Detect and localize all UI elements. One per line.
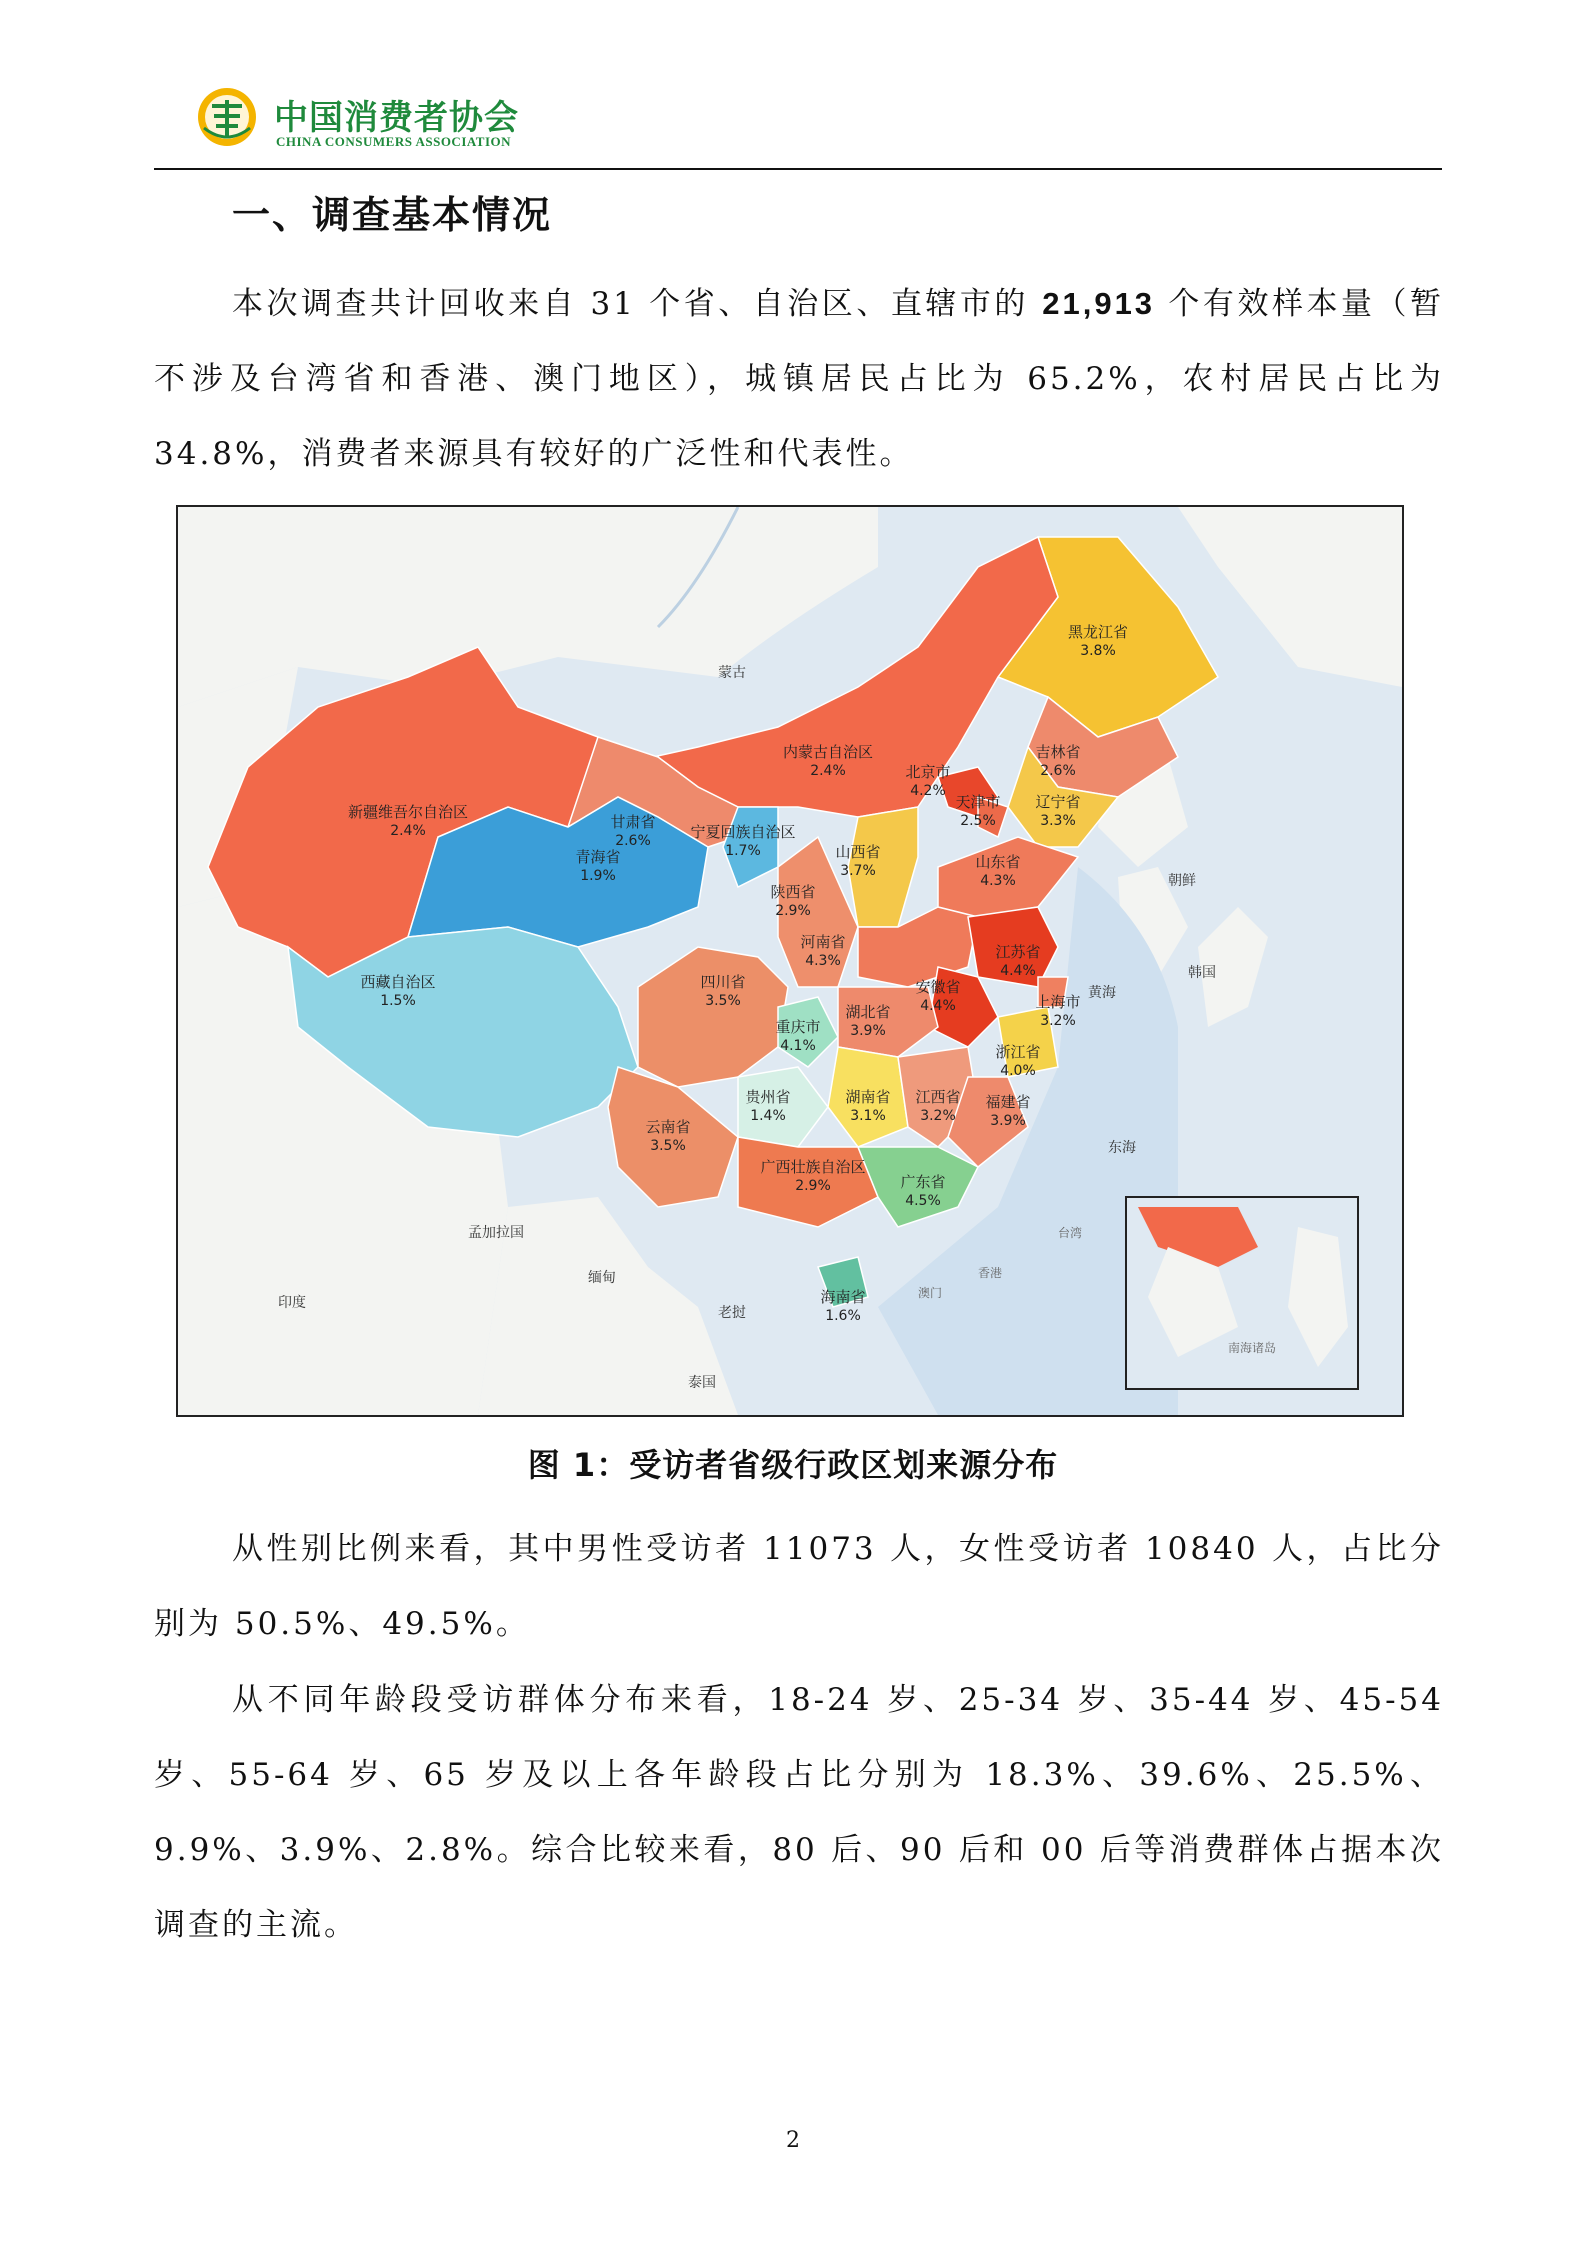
p1-after: 个有效样本量（暂不涉及台湾省和香港、澳门地区），城镇居民占比为 65.2%，农村居民占比为 34.8%，消费者来源具有较好的广泛性和代表性。 xyxy=(154,286,1444,472)
p3-text: 从不同年龄段受访群体分布来看，18-24 岁、25-34 岁、35-44 岁、45-54 岁、55-64 岁、65 岁及以上各年龄段占比分别为 18.3%、39.6%、25.5%、9.9%、3.9%、2.8%。综合比较来看，80 后、90 后和 00 后等消费群体占据本次调查的主流。 xyxy=(154,1682,1444,1943)
cca-logo-icon xyxy=(196,86,258,148)
label-thailand: 泰国 xyxy=(688,1375,716,1391)
province-value-label: 2.6% xyxy=(615,833,651,849)
province-value-label: 1.9% xyxy=(580,868,616,884)
p1-before: 本次调查共计回收来自 31 个省、自治区、直辖市的 xyxy=(232,286,1043,322)
province-name-label: 山东省 xyxy=(975,853,1021,871)
province-value-label: 3.7% xyxy=(840,863,876,879)
label-mongolia: 蒙古 xyxy=(718,665,746,681)
province-name-label: 重庆市 xyxy=(775,1018,821,1036)
province-name-label: 宁夏回族自治区 xyxy=(690,823,796,841)
p2-text: 从性别比例来看，其中男性受访者 11073 人，女性受访者 10840 人，占比分别为 50.5%、49.5%。 xyxy=(154,1531,1444,1642)
province-value-label: 1.7% xyxy=(725,843,761,859)
province-value-label: 3.2% xyxy=(1040,1013,1076,1029)
org-name-en: CHINA CONSUMERS ASSOCIATION xyxy=(276,134,512,149)
province-name-label: 广东省 xyxy=(900,1173,946,1191)
province-value-label: 3.9% xyxy=(990,1113,1026,1129)
province-value-label: 4.3% xyxy=(805,953,841,969)
paragraph-survey-overview xyxy=(154,266,1444,492)
label-laos: 老挝 xyxy=(718,1305,746,1321)
province-name-label: 浙江省 xyxy=(995,1043,1041,1061)
province-value-label: 2.9% xyxy=(795,1178,831,1194)
province-value-label: 2.4% xyxy=(390,823,426,839)
province-value-label: 4.4% xyxy=(920,998,956,1014)
province-name-label: 陕西省 xyxy=(770,883,816,901)
province-name-label: 广西壮族自治区 xyxy=(760,1158,866,1176)
label-india: 印度 xyxy=(278,1295,306,1311)
map-svg xyxy=(178,507,1402,1415)
province-value-label: 1.4% xyxy=(750,1108,786,1124)
province-value-label: 3.5% xyxy=(650,1138,686,1154)
label-yellow-sea: 黄海 xyxy=(1088,985,1116,1001)
document-header xyxy=(196,84,596,156)
org-name-cn: 中国消费者协会 xyxy=(274,98,519,138)
south-sea-inset xyxy=(1126,1197,1358,1389)
province-value-label: 2.5% xyxy=(960,813,996,829)
province-value-label: 4.3% xyxy=(980,873,1016,889)
section-title: 一、调查基本情况 xyxy=(232,193,553,237)
province-name-label: 上海市 xyxy=(1035,993,1081,1011)
province-value-label: 3.3% xyxy=(1040,813,1076,829)
label-east-sea: 东海 xyxy=(1108,1140,1136,1156)
label-macau: 澳门 xyxy=(918,1286,943,1300)
province-value-label: 2.9% xyxy=(775,903,811,919)
province-value-label: 4.1% xyxy=(780,1038,816,1054)
province-name-label: 新疆维吾尔自治区 xyxy=(347,803,469,821)
figure-caption: 图 1：受访者省级行政区划来源分布 xyxy=(527,1446,1059,1484)
label-korea: 韩国 xyxy=(1188,965,1216,981)
label-dprk: 朝鲜 xyxy=(1168,873,1196,889)
province-name-label: 青海省 xyxy=(575,848,621,866)
province-name-label: 海南省 xyxy=(820,1288,866,1306)
province-name-label: 山西省 xyxy=(835,843,881,861)
province-value-label: 3.8% xyxy=(1080,643,1116,659)
province-name-label: 湖北省 xyxy=(845,1003,891,1021)
province-value-label: 4.5% xyxy=(905,1193,941,1209)
label-bangladesh: 孟加拉国 xyxy=(468,1225,524,1241)
province-value-label: 1.5% xyxy=(380,993,416,1009)
label-south-sea-islands: 南海诸岛 xyxy=(1228,1341,1277,1355)
province-name-label: 江苏省 xyxy=(995,943,1041,961)
province-value-label: 2.4% xyxy=(810,763,846,779)
province-name-label: 辽宁省 xyxy=(1035,793,1081,811)
province-value-label: 4.2% xyxy=(910,783,946,799)
province-name-label: 河南省 xyxy=(800,933,846,951)
province-value-label: 1.6% xyxy=(825,1308,861,1324)
province-name-label: 西藏自治区 xyxy=(360,973,436,991)
province-name-label: 北京市 xyxy=(905,763,951,781)
province-value-label: 2.6% xyxy=(1040,763,1076,779)
province-name-label: 吉林省 xyxy=(1035,743,1081,761)
page-number: 2 xyxy=(786,2128,800,2153)
sample-count: 21,913 xyxy=(1042,286,1156,321)
province-name-label: 江西省 xyxy=(915,1088,961,1106)
province-name-label: 福建省 xyxy=(985,1093,1031,1111)
province-name-label: 甘肃省 xyxy=(610,813,656,831)
province-value-label: 4.0% xyxy=(1000,1063,1036,1079)
label-taiwan: 台湾 xyxy=(1058,1226,1083,1240)
province-value-label: 3.2% xyxy=(920,1108,956,1124)
province-value-label: 4.4% xyxy=(1000,963,1036,979)
province-distribution-map xyxy=(176,505,1404,1417)
province-value-label: 3.9% xyxy=(850,1023,886,1039)
label-hong-kong: 香港 xyxy=(978,1266,1003,1280)
province-value-label: 3.5% xyxy=(705,993,741,1009)
label-myanmar: 缅甸 xyxy=(588,1270,616,1286)
province-name-label: 黑龙江省 xyxy=(1067,623,1129,641)
province-name-label: 安徽省 xyxy=(915,978,961,996)
province-name-label: 四川省 xyxy=(700,973,746,991)
province-name-label: 贵州省 xyxy=(745,1088,791,1106)
header-divider xyxy=(154,168,1442,170)
paragraph-age xyxy=(154,1663,1444,1963)
province-name-label: 云南省 xyxy=(645,1118,691,1136)
province-name-label: 湖南省 xyxy=(845,1088,891,1106)
paragraph-gender xyxy=(154,1512,1444,1662)
province-name-label: 天津市 xyxy=(955,793,1001,811)
province-name-label: 内蒙古自治区 xyxy=(782,743,874,761)
province-value-label: 3.1% xyxy=(850,1108,886,1124)
